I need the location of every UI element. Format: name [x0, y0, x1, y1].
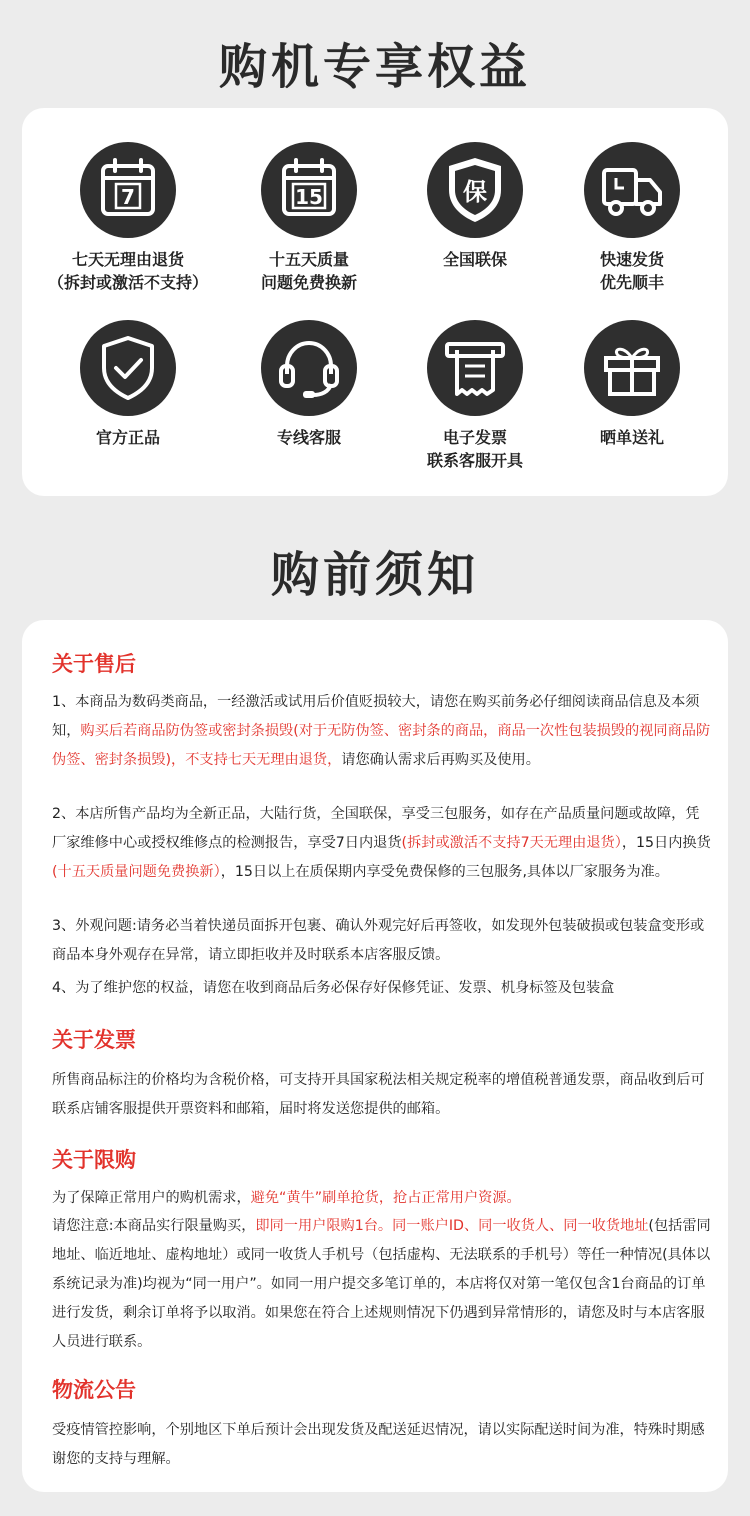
- headset-icon: [261, 320, 357, 416]
- after-sales-p4: 4、为了维护您的权益，请您在收到商品后务必保存好保修凭证、发票、机身标签及包装盒: [52, 980, 615, 996]
- benefit-label-line1: 官方正品: [95, 428, 160, 447]
- benefit-label-line1: 快速发货: [599, 250, 664, 269]
- benefit-label-line2: 问题免费换新: [260, 273, 357, 292]
- benefit-fast-delivery: [544, 142, 720, 294]
- gift-icon: [584, 320, 680, 416]
- after-sales-p2: 2、本店所售产品均为全新正品，大陆行货，全国联保，享受三包服务，如存在产品质量问题或故障，凭厂家维修中心或授权维修点的检测报告，享受7日内退货(拆封或激活不支持7天无理由退货），15日内换货(十五天质量问题免费换新），15日以上在质保期内享受免费保修的三包服务,具体以厂家服务为准。: [52, 806, 711, 880]
- benefit-national-warranty: [387, 142, 563, 271]
- benefit-e-invoice: [387, 320, 563, 472]
- svg-text:7: 7: [121, 185, 135, 209]
- notice-title: 购前须知: [270, 547, 479, 603]
- svg-text:保: 保: [463, 178, 487, 206]
- benefit-label-line1: 十五天质量: [268, 250, 349, 269]
- after-sales-p3: 3、外观问题:请务必当着快递员面拆开包裹、确认外观完好后再签收，如发现外包装破损或包装盒变形或商品本身外观存在异常，请立即拒收并及时联系本店客服反馈。: [52, 918, 705, 963]
- benefit-seven-day-return: [40, 142, 216, 294]
- benefit-label-line1: 晒单送礼: [599, 428, 664, 447]
- benefit-label-line1: 七天无理由退货: [71, 250, 184, 269]
- benefit-label-line1: 全国联保: [442, 250, 507, 269]
- benefit-customer-service: [221, 320, 397, 449]
- shield-check-icon: [80, 320, 176, 416]
- limit-heading: 关于限购: [52, 1148, 136, 1172]
- shield-bao-icon: [427, 142, 523, 238]
- benefit-label-line1: 电子发票: [442, 428, 507, 447]
- benefit-label-line2: （拆封或激活不支持）: [47, 273, 208, 292]
- benefit-label-line2: 优先顺丰: [599, 273, 664, 292]
- limit-p1: 为了保障正常用户的购机需求，避免“黄牛”刷单抢货，抢占正常用户资源。: [52, 1190, 521, 1206]
- benefits-card: [22, 108, 728, 496]
- calendar-7-icon: [80, 142, 176, 238]
- after-sales-p1: 1、本商品为数码类商品，一经激活或试用后价值贬损较大，请您在购买前务必仔细阅读商品信息及本须知，购买后若商品防伪签或密封条损毁(对于无防伪签、密封条的商品，商品一次性包装损毁的视同商品防伪签、密封条损毁)，不支持七天无理由退货，请您确认需求后再购买及使用。: [52, 694, 711, 768]
- benefit-label-line2: 联系客服开具: [426, 451, 523, 470]
- delivery-truck-icon: [584, 142, 680, 238]
- logistics-p1: 受疫情管控影响，个别地区下单后预计会出现发货及配送延迟情况，请以实际配送时间为准，特殊时期感谢您的支持与理解。: [52, 1422, 705, 1467]
- invoice-p1: 所售商品标注的价格均为含税价格，可支持开具国家税法相关规定税率的增值税普通发票，商品收到后可联系店铺客服提供开票资料和邮箱，届时将发送您提供的邮箱。: [52, 1072, 705, 1117]
- benefit-label-line1: 专线客服: [276, 428, 341, 447]
- benefit-official-genuine: [40, 320, 216, 449]
- invoice-icon: [427, 320, 523, 416]
- logistics-heading: 物流公告: [52, 1378, 136, 1402]
- invoice-heading: 关于发票: [52, 1028, 136, 1052]
- after-sales-heading: 关于售后: [52, 652, 136, 676]
- benefit-fifteen-day-exchange: [221, 142, 397, 294]
- limit-p2: 请您注意:本商品实行限量购买，即同一用户限购1台。同一账户ID、同一收货人、同一收货地址(包括雷同地址、临近地址、虚构地址）或同一收货人手机号（包括虚构、无法联系的手机号）等任一种情况(具体以系统记录为准)均视为“同一用户”。如同一用户提交多笔订单的，本店将仅对第一笔仅包含1台商品的订单进行发货，剩余订单将予以取消。如果您在符合上述规则情况下仍遇到异常情形的，请您及时与本店客服人员进行联系。: [52, 1218, 711, 1350]
- benefits-title: 购机专享权益: [218, 39, 531, 95]
- benefit-review-gift: [544, 320, 720, 449]
- calendar-15-icon: [261, 142, 357, 238]
- svg-text:15: 15: [295, 185, 323, 209]
